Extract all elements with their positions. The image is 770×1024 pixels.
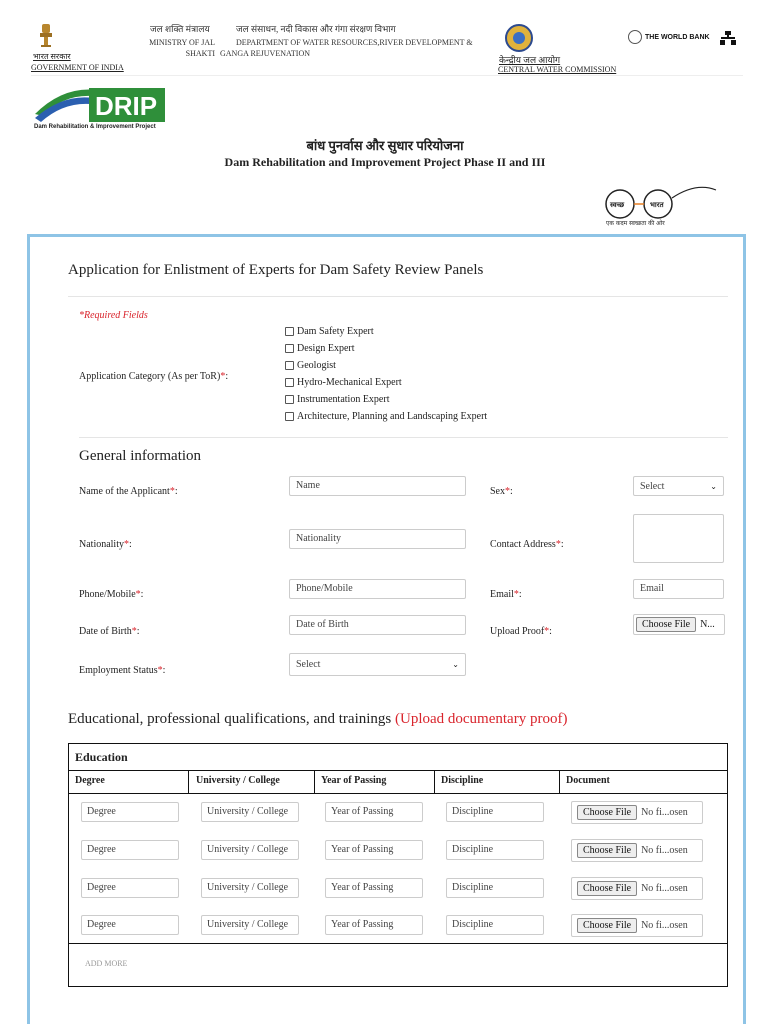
project-title-hindi: बांध पुनर्वास और सुधार परियोजना: [306, 138, 464, 153]
checkbox[interactable]: [285, 344, 294, 353]
cwc-hindi-link[interactable]: केन्द्रीय जल आयोग: [499, 55, 561, 65]
swachh-right-text: भारत: [650, 201, 664, 209]
column-header-year: Year of Passing: [321, 775, 387, 786]
choose-file-button[interactable]: Choose File: [577, 843, 637, 858]
education-document-file-input[interactable]: [571, 839, 703, 862]
phone-label: Phone/Mobile*:: [79, 589, 144, 600]
category-geologist[interactable]: Geologist: [285, 357, 487, 374]
department-english: DEPARTMENT OF WATER RESOURCES,RIVER DEVELOPMENT & GANGA REJUVENATION: [220, 38, 473, 58]
education-cell-input[interactable]: University / College: [201, 802, 299, 822]
table-line: [69, 770, 727, 771]
required-fields-note: *Required Fields: [79, 310, 148, 321]
contact-address-label: Contact Address*:: [490, 539, 564, 550]
choose-file-button[interactable]: Choose File: [577, 881, 637, 896]
gov-india-hindi-link[interactable]: भारत सरकार: [33, 52, 71, 61]
education-cell-input[interactable]: Year of Passing: [325, 915, 423, 935]
project-title: Dam Rehabilitation and Improvement Project Phase II and III: [224, 155, 546, 169]
choose-file-button[interactable]: Choose File: [577, 918, 637, 933]
dob-label: Date of Birth*:: [79, 626, 140, 637]
table-line: [69, 793, 727, 794]
education-cell-input[interactable]: University / College: [201, 915, 299, 935]
swachh-left-text: स्वच्छ: [610, 201, 625, 209]
header-divider: [31, 75, 743, 76]
drip-caption: Dam Rehabilitation & Improvement Project: [34, 124, 156, 130]
world-bank-label: THE WORLD BANK: [645, 33, 710, 41]
upload-proof-note: (Upload documentary proof): [395, 711, 568, 727]
table-line: [69, 943, 727, 944]
chevron-down-icon: ⌄: [710, 481, 717, 491]
employment-status-label: Employment Status*:: [79, 665, 166, 676]
form-title: Application for Enlistment of Experts for Dam Safety Review Panels: [68, 262, 484, 278]
file-status: No fi...osen: [641, 920, 688, 931]
file-status: No fi...osen: [641, 883, 688, 894]
general-information-heading: General information: [79, 448, 202, 464]
table-line: [314, 770, 315, 794]
education-cell-input[interactable]: Discipline: [446, 840, 544, 860]
ministry-hindi: जल शक्ति मंत्रालय: [150, 24, 210, 34]
nationality-input[interactable]: Nationality: [289, 529, 466, 549]
upload-proof-label: Upload Proof*:: [490, 626, 552, 637]
name-label: Name of the Applicant*:: [79, 486, 178, 497]
file-status: No fi...osen: [641, 845, 688, 856]
globe-icon: [628, 30, 642, 44]
category-checkbox-group: [285, 323, 487, 425]
checkbox[interactable]: [285, 361, 294, 370]
column-header-discipline: Discipline: [441, 775, 484, 786]
education-cell-input[interactable]: Discipline: [446, 915, 544, 935]
education-document-file-input[interactable]: [571, 801, 703, 824]
education-table: [68, 743, 728, 987]
phone-input[interactable]: Phone/Mobile: [289, 579, 466, 599]
dob-input[interactable]: Date of Birth: [289, 615, 466, 635]
ministry-english: MINISTRY OF JAL SHAKTI: [149, 38, 215, 58]
column-header-degree: Degree: [75, 775, 105, 786]
svg-text:DRIP: DRIP: [95, 91, 158, 121]
add-more-link[interactable]: ADD MORE: [85, 959, 128, 968]
education-cell-input[interactable]: Degree: [81, 878, 179, 898]
upload-proof-file-input[interactable]: [633, 614, 725, 635]
chevron-down-icon: ⌄: [452, 660, 459, 669]
name-input[interactable]: Name: [289, 476, 466, 496]
education-cell-input[interactable]: Degree: [81, 802, 179, 822]
column-header-university: University / College: [196, 775, 280, 786]
education-cell-input[interactable]: University / College: [201, 878, 299, 898]
national-emblem-icon: [38, 22, 54, 48]
category-architecture-expert[interactable]: Architecture, Planning and Landscaping Expert: [285, 408, 487, 425]
gov-india-link[interactable]: GOVERNMENT OF INDIA: [31, 63, 124, 72]
sex-label: Sex*:: [490, 486, 513, 497]
qualifications-heading: Educational, professional qualifications, and trainings (Upload documentary proof): [68, 711, 568, 727]
education-cell-input[interactable]: Year of Passing: [325, 878, 423, 898]
education-cell-input[interactable]: Degree: [81, 915, 179, 935]
sex-select[interactable]: Select ⌄: [633, 476, 724, 496]
table-line: [188, 770, 189, 794]
education-document-file-input[interactable]: [571, 914, 703, 937]
file-status: N...: [700, 619, 715, 630]
file-status: No fi...osen: [641, 807, 688, 818]
cwc-link[interactable]: CENTRAL WATER COMMISSION: [498, 65, 617, 74]
world-bank-link[interactable]: [628, 30, 710, 44]
checkbox[interactable]: [285, 327, 294, 336]
employment-status-select[interactable]: Select ⌄: [289, 653, 466, 676]
education-cell-input[interactable]: Year of Passing: [325, 802, 423, 822]
table-line: [434, 770, 435, 794]
column-header-document: Document: [566, 775, 610, 786]
section-divider: [79, 437, 728, 438]
sitemap-icon[interactable]: [720, 31, 736, 45]
category-label: Application Category (As per ToR)*:: [79, 371, 229, 382]
choose-file-button[interactable]: Choose File: [636, 617, 696, 632]
email-input[interactable]: Email: [633, 579, 724, 599]
education-cell-input[interactable]: Degree: [81, 840, 179, 860]
category-hydro-mechanical-expert[interactable]: Hydro-Mechanical Expert: [285, 374, 487, 391]
department-hindi: जल संसाधन, नदी विकास और गंगा संरक्षण विभाग: [236, 24, 396, 34]
checkbox[interactable]: [285, 412, 294, 421]
contact-address-textarea[interactable]: [633, 514, 724, 563]
cwc-logo-icon: [505, 24, 533, 52]
nationality-label: Nationality*:: [79, 539, 132, 550]
checkbox[interactable]: [285, 378, 294, 387]
email-label: Email*:: [490, 589, 522, 600]
education-cell-input[interactable]: Discipline: [446, 802, 544, 822]
category-design-expert[interactable]: Design Expert: [285, 340, 487, 357]
education-cell-input[interactable]: Year of Passing: [325, 840, 423, 860]
choose-file-button[interactable]: Choose File: [577, 805, 637, 820]
education-cell-input[interactable]: University / College: [201, 840, 299, 860]
swachh-tagline: एक कदम स्वच्छता की ओर: [606, 220, 665, 227]
category-dam-safety-expert[interactable]: Dam Safety Expert: [285, 323, 487, 340]
education-document-file-input[interactable]: [571, 877, 703, 900]
swachh-bharat-logo-icon: [592, 182, 720, 228]
education-cell-input[interactable]: Discipline: [446, 878, 544, 898]
checkbox[interactable]: [285, 395, 294, 404]
table-line: [559, 770, 560, 794]
education-table-title: Education: [75, 750, 128, 764]
title-divider: [68, 296, 728, 297]
category-instrumentation-expert[interactable]: Instrumentation Expert: [285, 391, 487, 408]
